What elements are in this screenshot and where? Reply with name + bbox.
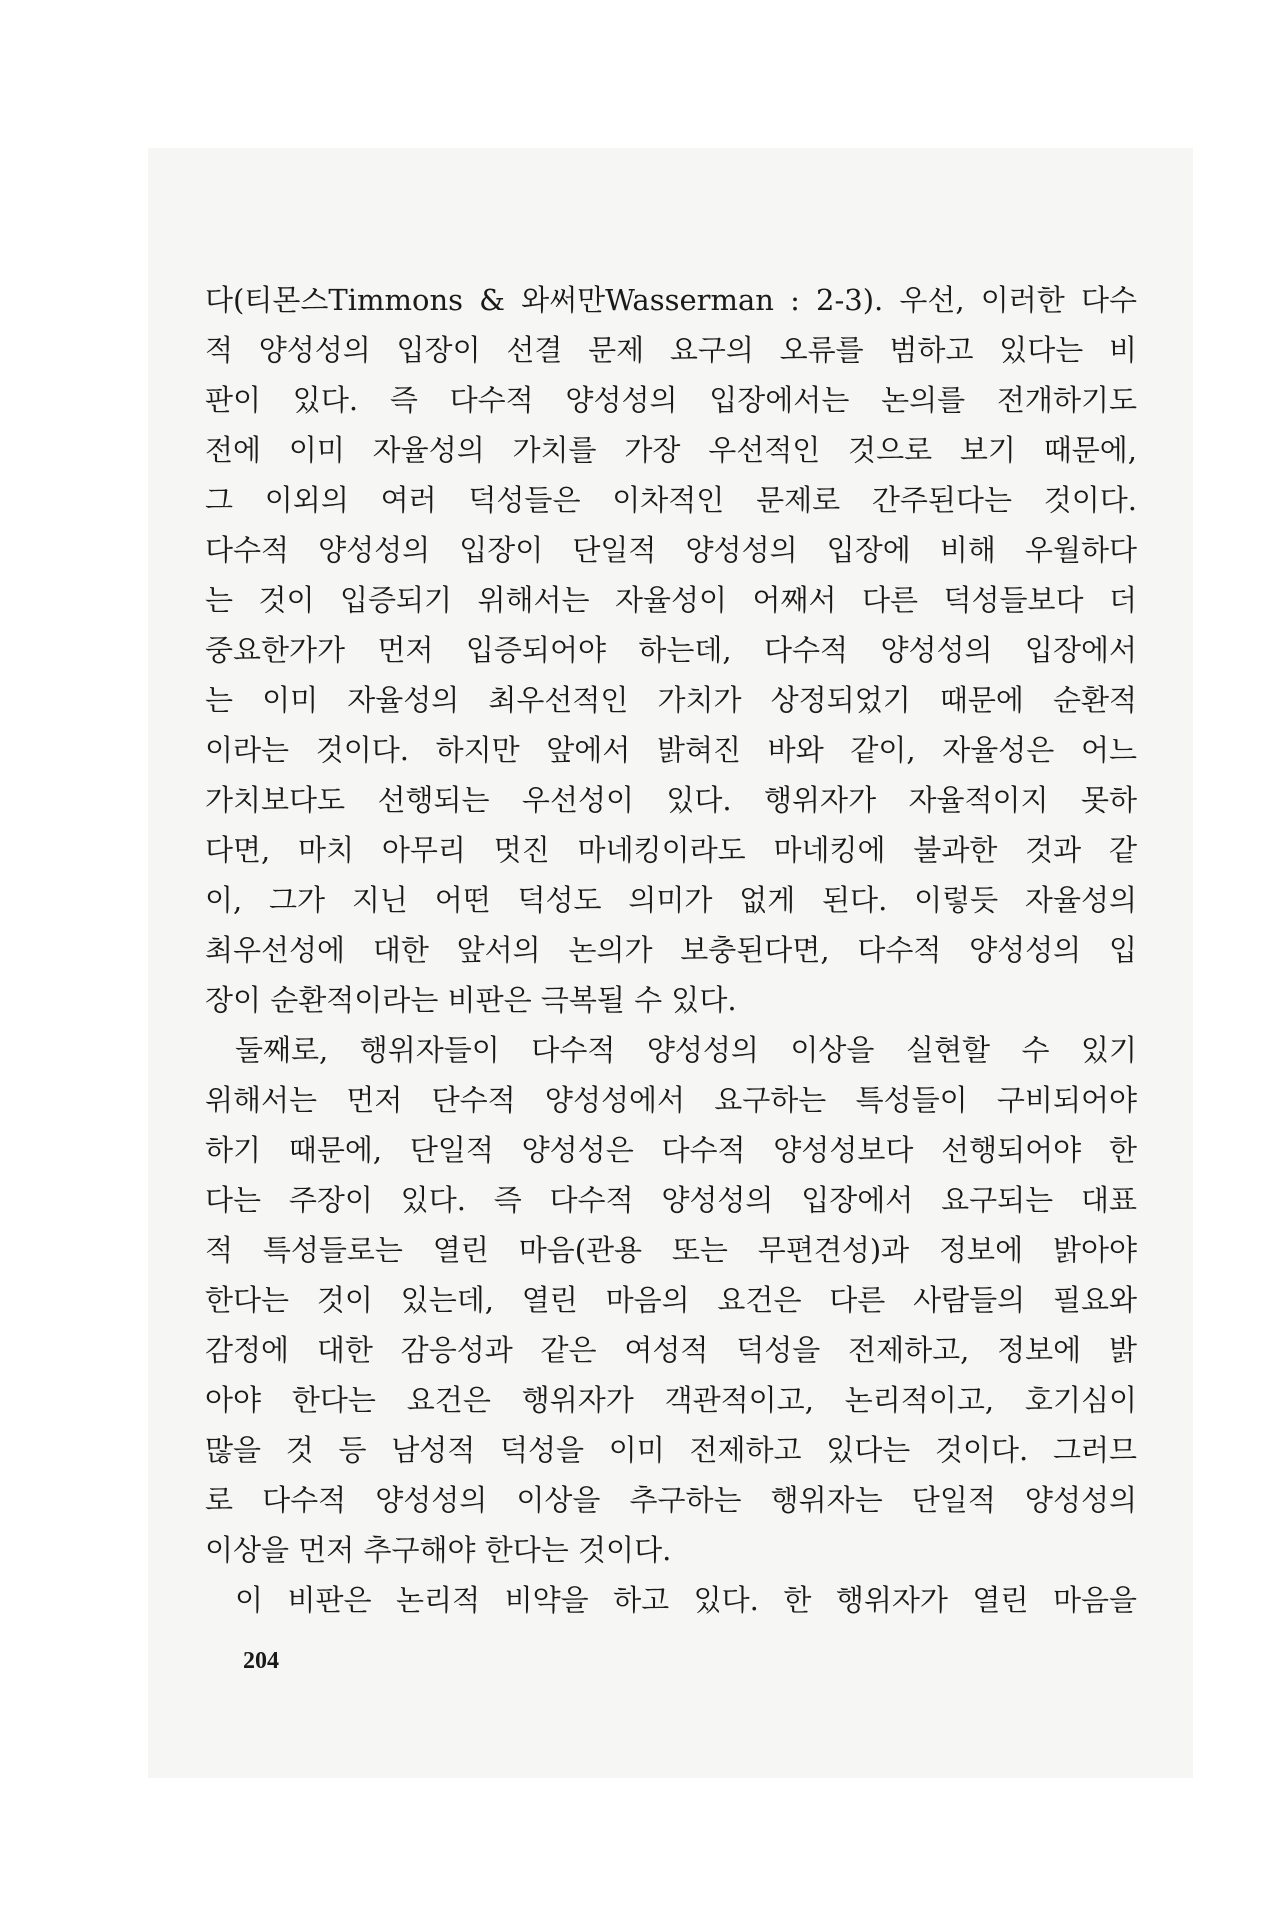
text-line: 판이 있다. 즉 다수적 양성성의 입장에서는 논의를 전개하기도 xyxy=(205,383,1137,417)
page-number: 204 xyxy=(243,1648,279,1674)
text-line: 다수적 양성성의 입장이 단일적 양성성의 입장에 비해 우월하다 xyxy=(205,533,1137,567)
text-line: 전에 이미 자율성의 가치를 가장 우선적인 것으로 보기 때문에, xyxy=(205,433,1137,467)
text-line: 이, 그가 지닌 어떤 덕성도 의미가 없게 된다. 이렇듯 자율성의 xyxy=(205,883,1137,917)
text-line: 그 이외의 여러 덕성들은 이차적인 문제로 간주된다는 것이다. xyxy=(205,483,1137,517)
text-line: 적 특성들로는 열린 마음(관용 또는 무편견성)과 정보에 밝아야 xyxy=(205,1233,1137,1267)
text-line: 둘째로, 행위자들이 다수적 양성성의 이상을 실현할 수 있기 xyxy=(235,1033,1137,1067)
text-line: 하기 때문에, 단일적 양성성은 다수적 양성성보다 선행되어야 한 xyxy=(205,1133,1137,1167)
text-line: 가치보다도 선행되는 우선성이 있다. 행위자가 자율적이지 못하 xyxy=(205,783,1137,817)
text-line: 중요한가가 먼저 입증되어야 하는데, 다수적 양성성의 입장에서 xyxy=(205,633,1137,667)
text-line: 아야 한다는 요건은 행위자가 객관적이고, 논리적이고, 호기심이 xyxy=(205,1383,1137,1417)
text-line: 이라는 것이다. 하지만 앞에서 밝혀진 바와 같이, 자율성은 어느 xyxy=(205,733,1137,767)
body-text xyxy=(205,275,1137,1625)
text-line: 위해서는 먼저 단수적 양성성에서 요구하는 특성들이 구비되어야 xyxy=(205,1083,1137,1117)
text-line: 는 것이 입증되기 위해서는 자율성이 어째서 다른 덕성들보다 더 xyxy=(205,583,1137,617)
text-line: 다는 주장이 있다. 즉 다수적 양성성의 입장에서 요구되는 대표 xyxy=(205,1183,1137,1217)
paragraph xyxy=(205,1575,1137,1625)
paragraph xyxy=(205,275,1137,1025)
text-line: 최우선성에 대한 앞서의 논의가 보충된다면, 다수적 양성성의 입 xyxy=(205,933,1137,967)
text-line: 로 다수적 양성성의 이상을 추구하는 행위자는 단일적 양성성의 xyxy=(205,1483,1137,1517)
text-line: 감정에 대한 감응성과 같은 여성적 덕성을 전제하고, 정보에 밝 xyxy=(205,1333,1137,1367)
text-line: 장이 순환적이라는 비판은 극복될 수 있다. xyxy=(205,983,737,1017)
text-line: 적 양성성의 입장이 선결 문제 요구의 오류를 범하고 있다는 비 xyxy=(205,333,1137,367)
text-line: 다(티몬스Timmons & 와써만Wasserman : 2-3). 우선, 이러한 다수 xyxy=(205,283,1137,317)
text-line: 는 이미 자율성의 최우선적인 가치가 상정되었기 때문에 순환적 xyxy=(205,683,1137,717)
text-line: 이상을 먼저 추구해야 한다는 것이다. xyxy=(205,1533,672,1567)
text-line: 많을 것 등 남성적 덕성을 이미 전제하고 있다는 것이다. 그러므 xyxy=(205,1433,1137,1467)
text-line: 다면, 마치 아무리 멋진 마네킹이라도 마네킹에 불과한 것과 같 xyxy=(205,833,1137,867)
text-line: 이 비판은 논리적 비약을 하고 있다. 한 행위자가 열린 마음을 xyxy=(235,1583,1137,1617)
paragraph xyxy=(205,1025,1137,1575)
text-line: 한다는 것이 있는데, 열린 마음의 요건은 다른 사람들의 필요와 xyxy=(205,1283,1137,1317)
